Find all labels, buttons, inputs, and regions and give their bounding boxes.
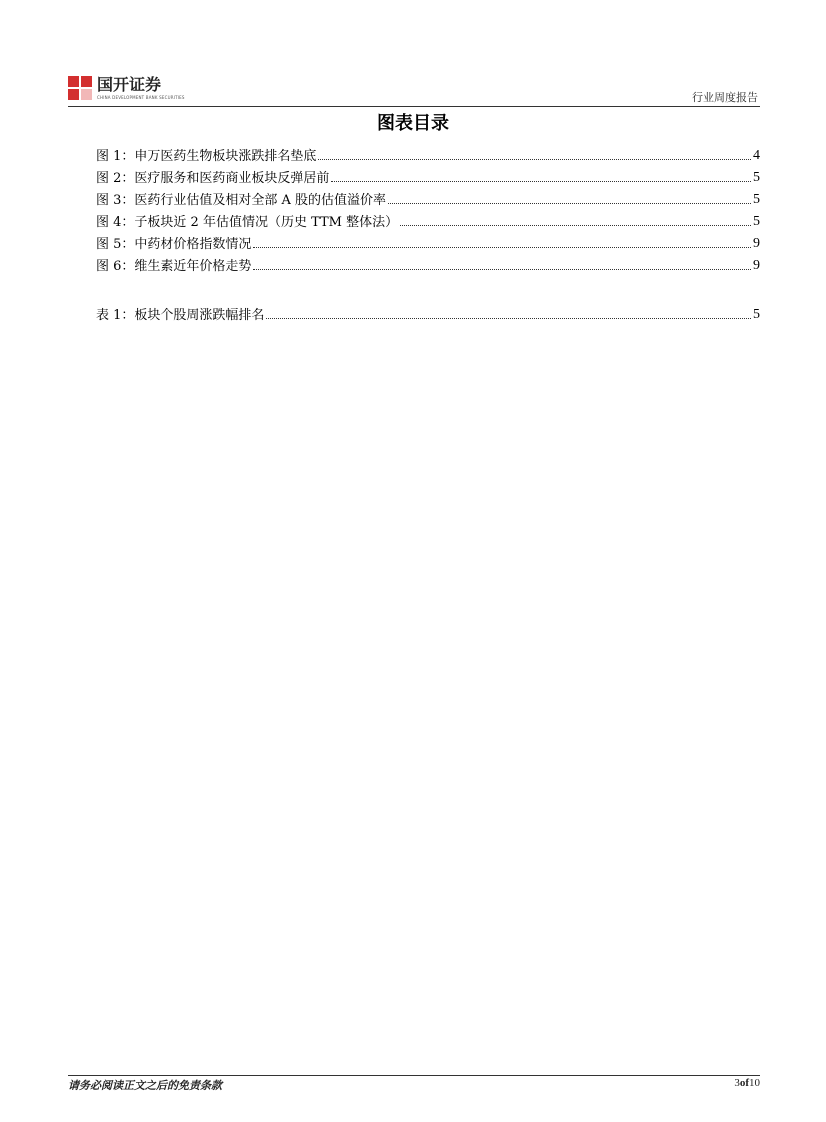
dot-leader <box>253 247 751 248</box>
page-total: 10 <box>749 1077 760 1089</box>
toc-entry-page: 9 <box>753 258 760 273</box>
logo-subtext: CHINA DEVELOPMENT BANK SECURITIES <box>97 94 185 100</box>
dot-leader <box>331 181 751 182</box>
toc-entry-label: 表 1：板块个股周涨跌幅排名 <box>96 308 265 323</box>
toc-entry-page: 4 <box>753 148 760 163</box>
dot-leader <box>400 225 751 226</box>
dot-leader <box>253 269 751 270</box>
toc-entry-figure-1[interactable] <box>96 141 760 163</box>
toc-entry-figure-3[interactable] <box>96 185 760 207</box>
toc-entry-label: 图 4：子板块近 2 年估值情况（历史 TTM 整体法） <box>96 215 399 230</box>
toc-entry-page: 5 <box>753 214 760 229</box>
page-number <box>734 1077 760 1089</box>
toc-entry-page: 5 <box>753 307 760 322</box>
toc-entry-label: 图 6：维生素近年价格走势 <box>96 259 252 274</box>
toc-entry-figure-4[interactable] <box>96 207 760 229</box>
toc-entry-label: 图 2：医疗服务和医药商业板块反弹居前 <box>96 171 330 186</box>
toc-entry-label: 图 3：医药行业估值及相对全部 A 股的估值溢价率 <box>96 193 387 208</box>
header-divider <box>68 106 760 107</box>
toc-entry-label: 图 1：申万医药生物板块涨跌排名垫底 <box>96 149 317 164</box>
disclaimer-note: 请务必阅读正文之后的免责条款 <box>68 1079 222 1092</box>
toc-title: 图表目录 <box>377 113 449 134</box>
toc-entry-page: 9 <box>753 236 760 251</box>
dot-leader <box>266 318 751 319</box>
dot-leader <box>318 159 751 160</box>
toc-entry-label: 图 5：中药材价格指数情况 <box>96 237 252 252</box>
company-logo <box>68 74 185 102</box>
report-type: 行业周度报告 <box>692 91 758 104</box>
logo-text: 国开证券 <box>97 74 162 94</box>
dot-leader <box>388 203 751 204</box>
toc-entry-page: 5 <box>753 192 760 207</box>
toc-entry-figure-5[interactable] <box>96 229 760 251</box>
page-of: of <box>739 1077 749 1089</box>
page-current: 3 <box>734 1077 740 1089</box>
footer-divider <box>68 1075 760 1076</box>
toc-entry-figure-2[interactable] <box>96 163 760 185</box>
toc-entry-figure-6[interactable] <box>96 251 760 273</box>
toc-entry-page: 5 <box>753 170 760 185</box>
page-header <box>68 72 760 108</box>
toc-entry-table-1[interactable] <box>96 300 760 322</box>
logo-mark-icon <box>68 76 92 100</box>
